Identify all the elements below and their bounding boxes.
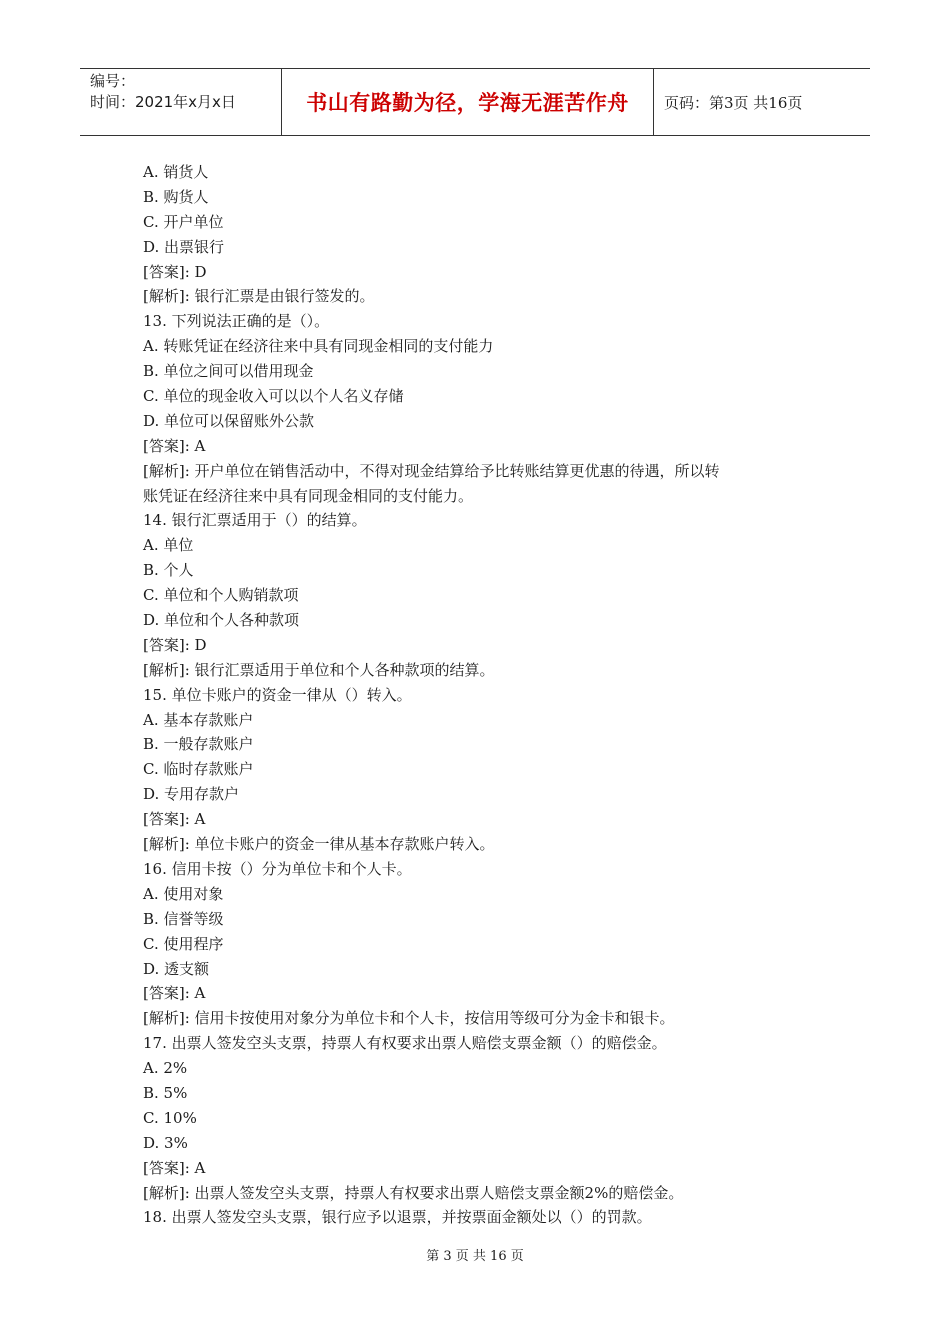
text-line: [答案]: A <box>143 1158 206 1177</box>
text-line: [解析]: 出票人签发空头支票，持票人有权要求出票人赔偿支票金额2%的赔偿金。 <box>143 1183 684 1202</box>
text-line: [解析]: 单位卡账户的资金一律从基本存款账户转入。 <box>143 835 495 854</box>
text-line: 16. 信用卡按（）分为单位卡和个人卡。 <box>143 859 412 878</box>
text-line: [解析]: 信用卡按使用对象分为单位卡和个人卡，按信用等级可分为金卡和银卡。 <box>143 1009 675 1028</box>
text-line: [答案]: D <box>143 635 207 654</box>
header-page-info: 页码：第3页 共16页 <box>664 93 803 112</box>
text-line: C. 临时存款账户 <box>143 760 254 779</box>
text-line: B. 单位之间可以借用现金 <box>143 362 314 381</box>
page-footer: 第 3 页 共 16 页 <box>426 1249 524 1264</box>
text-line: B. 购货人 <box>143 187 209 206</box>
text-line: D. 3% <box>143 1133 188 1152</box>
text-line: B. 信誉等级 <box>143 909 224 928</box>
text-line: [答案]: A <box>143 984 206 1003</box>
text-line: [解析]: 银行汇票适用于单位和个人各种款项的结算。 <box>143 660 495 679</box>
text-line: A. 销货人 <box>143 163 209 181</box>
document-number-label: 编号： <box>90 72 136 90</box>
page-header <box>80 68 870 136</box>
text-line: C. 使用程序 <box>143 934 224 953</box>
text-line: 18. 出票人签发空头支票，银行应予以退票，并按票面金额处以（）的罚款。 <box>143 1208 652 1227</box>
text-line: 14. 银行汇票适用于（）的结算。 <box>143 511 367 530</box>
document-body <box>143 160 823 1230</box>
text-line: D. 专用存款户 <box>143 785 240 804</box>
text-line: B. 一般存款账户 <box>143 735 254 754</box>
header-meta <box>80 69 282 135</box>
text-line: [答案]: A <box>143 810 206 829</box>
text-line: C. 10% <box>143 1108 197 1127</box>
text-line: D. 单位可以保留账外公款 <box>143 411 315 430</box>
text-line: C. 单位的现金收入可以以个人名义存储 <box>143 387 404 406</box>
text-line: A. 2% <box>143 1059 188 1078</box>
text-line: [答案]: D <box>143 262 207 281</box>
text-line: A. 基本存款账户 <box>143 710 254 729</box>
document-date: 时间：2021年x月x日 <box>90 93 236 111</box>
header-motto: 书山有路勤为径，学海无涯苦作舟 <box>282 69 654 135</box>
text-line: A. 使用对象 <box>143 884 224 903</box>
text-line: B. 5% <box>143 1083 188 1102</box>
text-line: B. 个人 <box>143 561 194 580</box>
text-line: 17. 出票人签发空头支票，持票人有权要求出票人赔偿支票金额（）的赔偿金。 <box>143 1034 667 1053</box>
text-line: D. 单位和个人各种款项 <box>143 611 300 630</box>
text-line: D. 出票银行 <box>143 237 225 256</box>
text-line: [解析]: 银行汇票是由银行签发的。 <box>143 287 375 306</box>
text-line: 15. 单位卡账户的资金一律从（）转入。 <box>143 685 412 704</box>
text-line: 13. 下列说法正确的是（）。 <box>143 312 330 331</box>
text-line: 账凭证在经济往来中具有同现金相同的支付能力。 <box>143 486 474 505</box>
text-line: [答案]: A <box>143 436 206 455</box>
text-line: C. 单位和个人购销款项 <box>143 586 299 605</box>
text-line: C. 开户单位 <box>143 212 224 231</box>
text-line: D. 透支额 <box>143 959 210 978</box>
text-line: A. 转账凭证在经济往来中具有同现金相同的支付能力 <box>143 337 494 356</box>
text-line: A. 单位 <box>143 536 194 555</box>
text-line: [解析]: 开户单位在销售活动中，不得对现金结算给予比转账结算更优惠的待遇，所以转 <box>143 461 720 480</box>
